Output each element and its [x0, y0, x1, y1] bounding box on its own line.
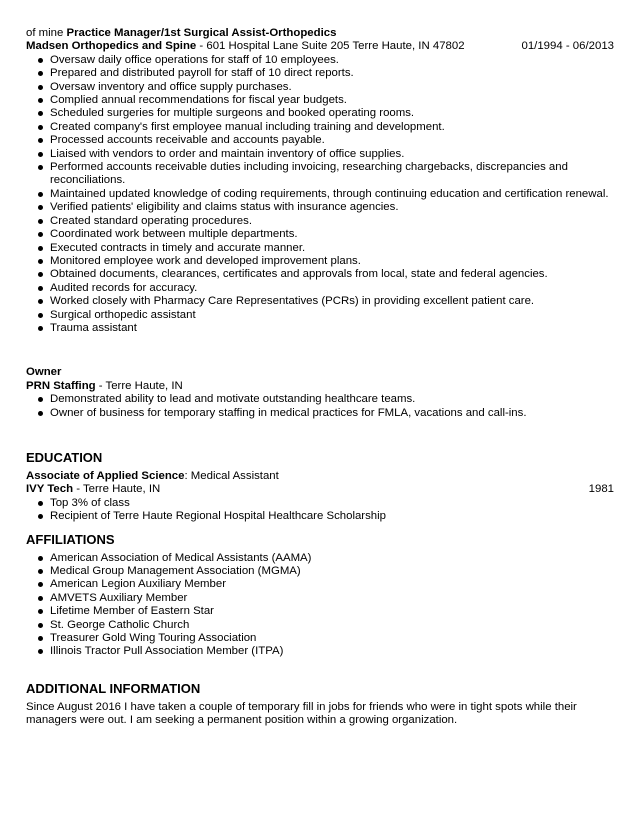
- job-entry-practice-manager: [26, 27, 614, 335]
- affiliations-list: [26, 552, 614, 659]
- job-title-prefix: of mine: [26, 27, 67, 39]
- list-item: Demonstrated ability to lead and motivate outstanding healthcare teams.: [26, 393, 614, 406]
- list-item: Processed accounts receivable and accounts payable.: [26, 134, 614, 147]
- employer-location: - 601 Hospital Lane Suite 205 Terre Haute, IN 47802: [196, 40, 465, 53]
- list-item: Owner of business for temporary staffing in medical practices for FMLA, vacations and call-ins.: [26, 407, 614, 420]
- section-heading: AFFILIATIONS: [26, 531, 115, 547]
- school-location: - Terre Haute, IN: [73, 483, 161, 496]
- list-item: Verified patients' eligibility and claims status with insurance agencies.: [26, 201, 614, 214]
- degree-field: : Medical Assistant: [184, 469, 279, 482]
- job-duties-list: [26, 54, 614, 336]
- list-item: Oversaw inventory and office supply purchases.: [26, 81, 614, 94]
- list-item: Liaised with vendors to order and maintain inventory of office supplies.: [26, 148, 614, 161]
- list-item: Complied annual recommendations for fiscal year budgets.: [26, 94, 614, 107]
- list-item: Performed accounts receivable duties including invoicing, researching chargebacks, discrepancies and reconciliations.: [26, 161, 614, 188]
- job-title-line: [26, 27, 614, 40]
- education-list: [26, 497, 614, 524]
- list-item: Created standard operating procedures.: [26, 215, 614, 228]
- job-title: Practice Manager/1st Surgical Assist-Orthopedics: [66, 27, 337, 39]
- job-duties-list: [26, 393, 614, 420]
- list-item: Trauma assistant: [26, 322, 614, 335]
- list-item: Worked closely with Pharmacy Care Representatives (PCRs) in providing excellent patient care.: [26, 295, 614, 308]
- list-item: Lifetime Member of Eastern Star: [26, 605, 614, 618]
- degree-name: Associate of Applied Science: [26, 469, 185, 482]
- section-heading: EDUCATION: [26, 449, 103, 465]
- list-item: Recipient of Terre Haute Regional Hospital Healthcare Scholarship: [26, 510, 614, 523]
- list-item: Obtained documents, clearances, certificates and approvals from local, state and federal agencies.: [26, 268, 614, 281]
- job-title: Owner: [26, 366, 62, 379]
- additional-info-section: [26, 681, 614, 728]
- resume-page: [26, 27, 614, 728]
- graduation-year: 1981: [588, 483, 614, 496]
- job-employer-line: [26, 380, 614, 393]
- job-employer-line: [26, 40, 614, 53]
- list-item: Created company's first employee manual including training and development.: [26, 121, 614, 134]
- list-item: Executed contracts in timely and accurate manner.: [26, 242, 614, 255]
- employer-location: - Terre Haute, IN: [95, 379, 183, 392]
- list-item: Monitored employee work and developed improvement plans.: [26, 255, 614, 268]
- list-item: Prepared and distributed payroll for staff of 10 direct reports.: [26, 67, 614, 80]
- list-item: Oversaw daily office operations for staff of 10 employees.: [26, 54, 614, 67]
- degree-line: [26, 470, 614, 483]
- list-item: Surgical orthopedic assistant: [26, 309, 614, 322]
- list-item: Coordinated work between multiple departments.: [26, 228, 614, 241]
- list-item: American Legion Auxiliary Member: [26, 578, 614, 591]
- list-item: Scheduled surgeries for multiple surgeons and booked operating rooms.: [26, 107, 614, 120]
- list-item: Illinois Tractor Pull Association Member (ITPA): [26, 645, 614, 658]
- list-item: Treasurer Gold Wing Touring Association: [26, 632, 614, 645]
- list-item: Top 3% of class: [26, 497, 614, 510]
- list-item: American Association of Medical Assistants (AAMA): [26, 552, 614, 565]
- employer-name: Madsen Orthopedics and Spine: [26, 40, 197, 53]
- employer-name: PRN Staffing: [26, 379, 96, 392]
- school-line: [26, 483, 614, 496]
- list-item: Maintained updated knowledge of coding requirements, through continuing education and certification renewal.: [26, 188, 614, 201]
- list-item: Audited records for accuracy.: [26, 282, 614, 295]
- school-name: IVY Tech: [26, 483, 74, 496]
- additional-info-text: Since August 2016 I have taken a couple of temporary fill in jobs for friends who were in tight spots while their managers were out. I am seeking a permanent position within a growing organization.: [26, 700, 577, 727]
- section-heading: ADDITIONAL INFORMATION: [26, 680, 201, 696]
- job-entry-owner: [26, 366, 614, 420]
- job-dates: 01/1994 - 06/2013: [521, 40, 614, 53]
- list-item: AMVETS Auxiliary Member: [26, 592, 614, 605]
- list-item: Medical Group Management Association (MGMA): [26, 565, 614, 578]
- affiliations-section: [26, 532, 614, 659]
- list-item: St. George Catholic Church: [26, 619, 614, 632]
- education-section: [26, 450, 614, 524]
